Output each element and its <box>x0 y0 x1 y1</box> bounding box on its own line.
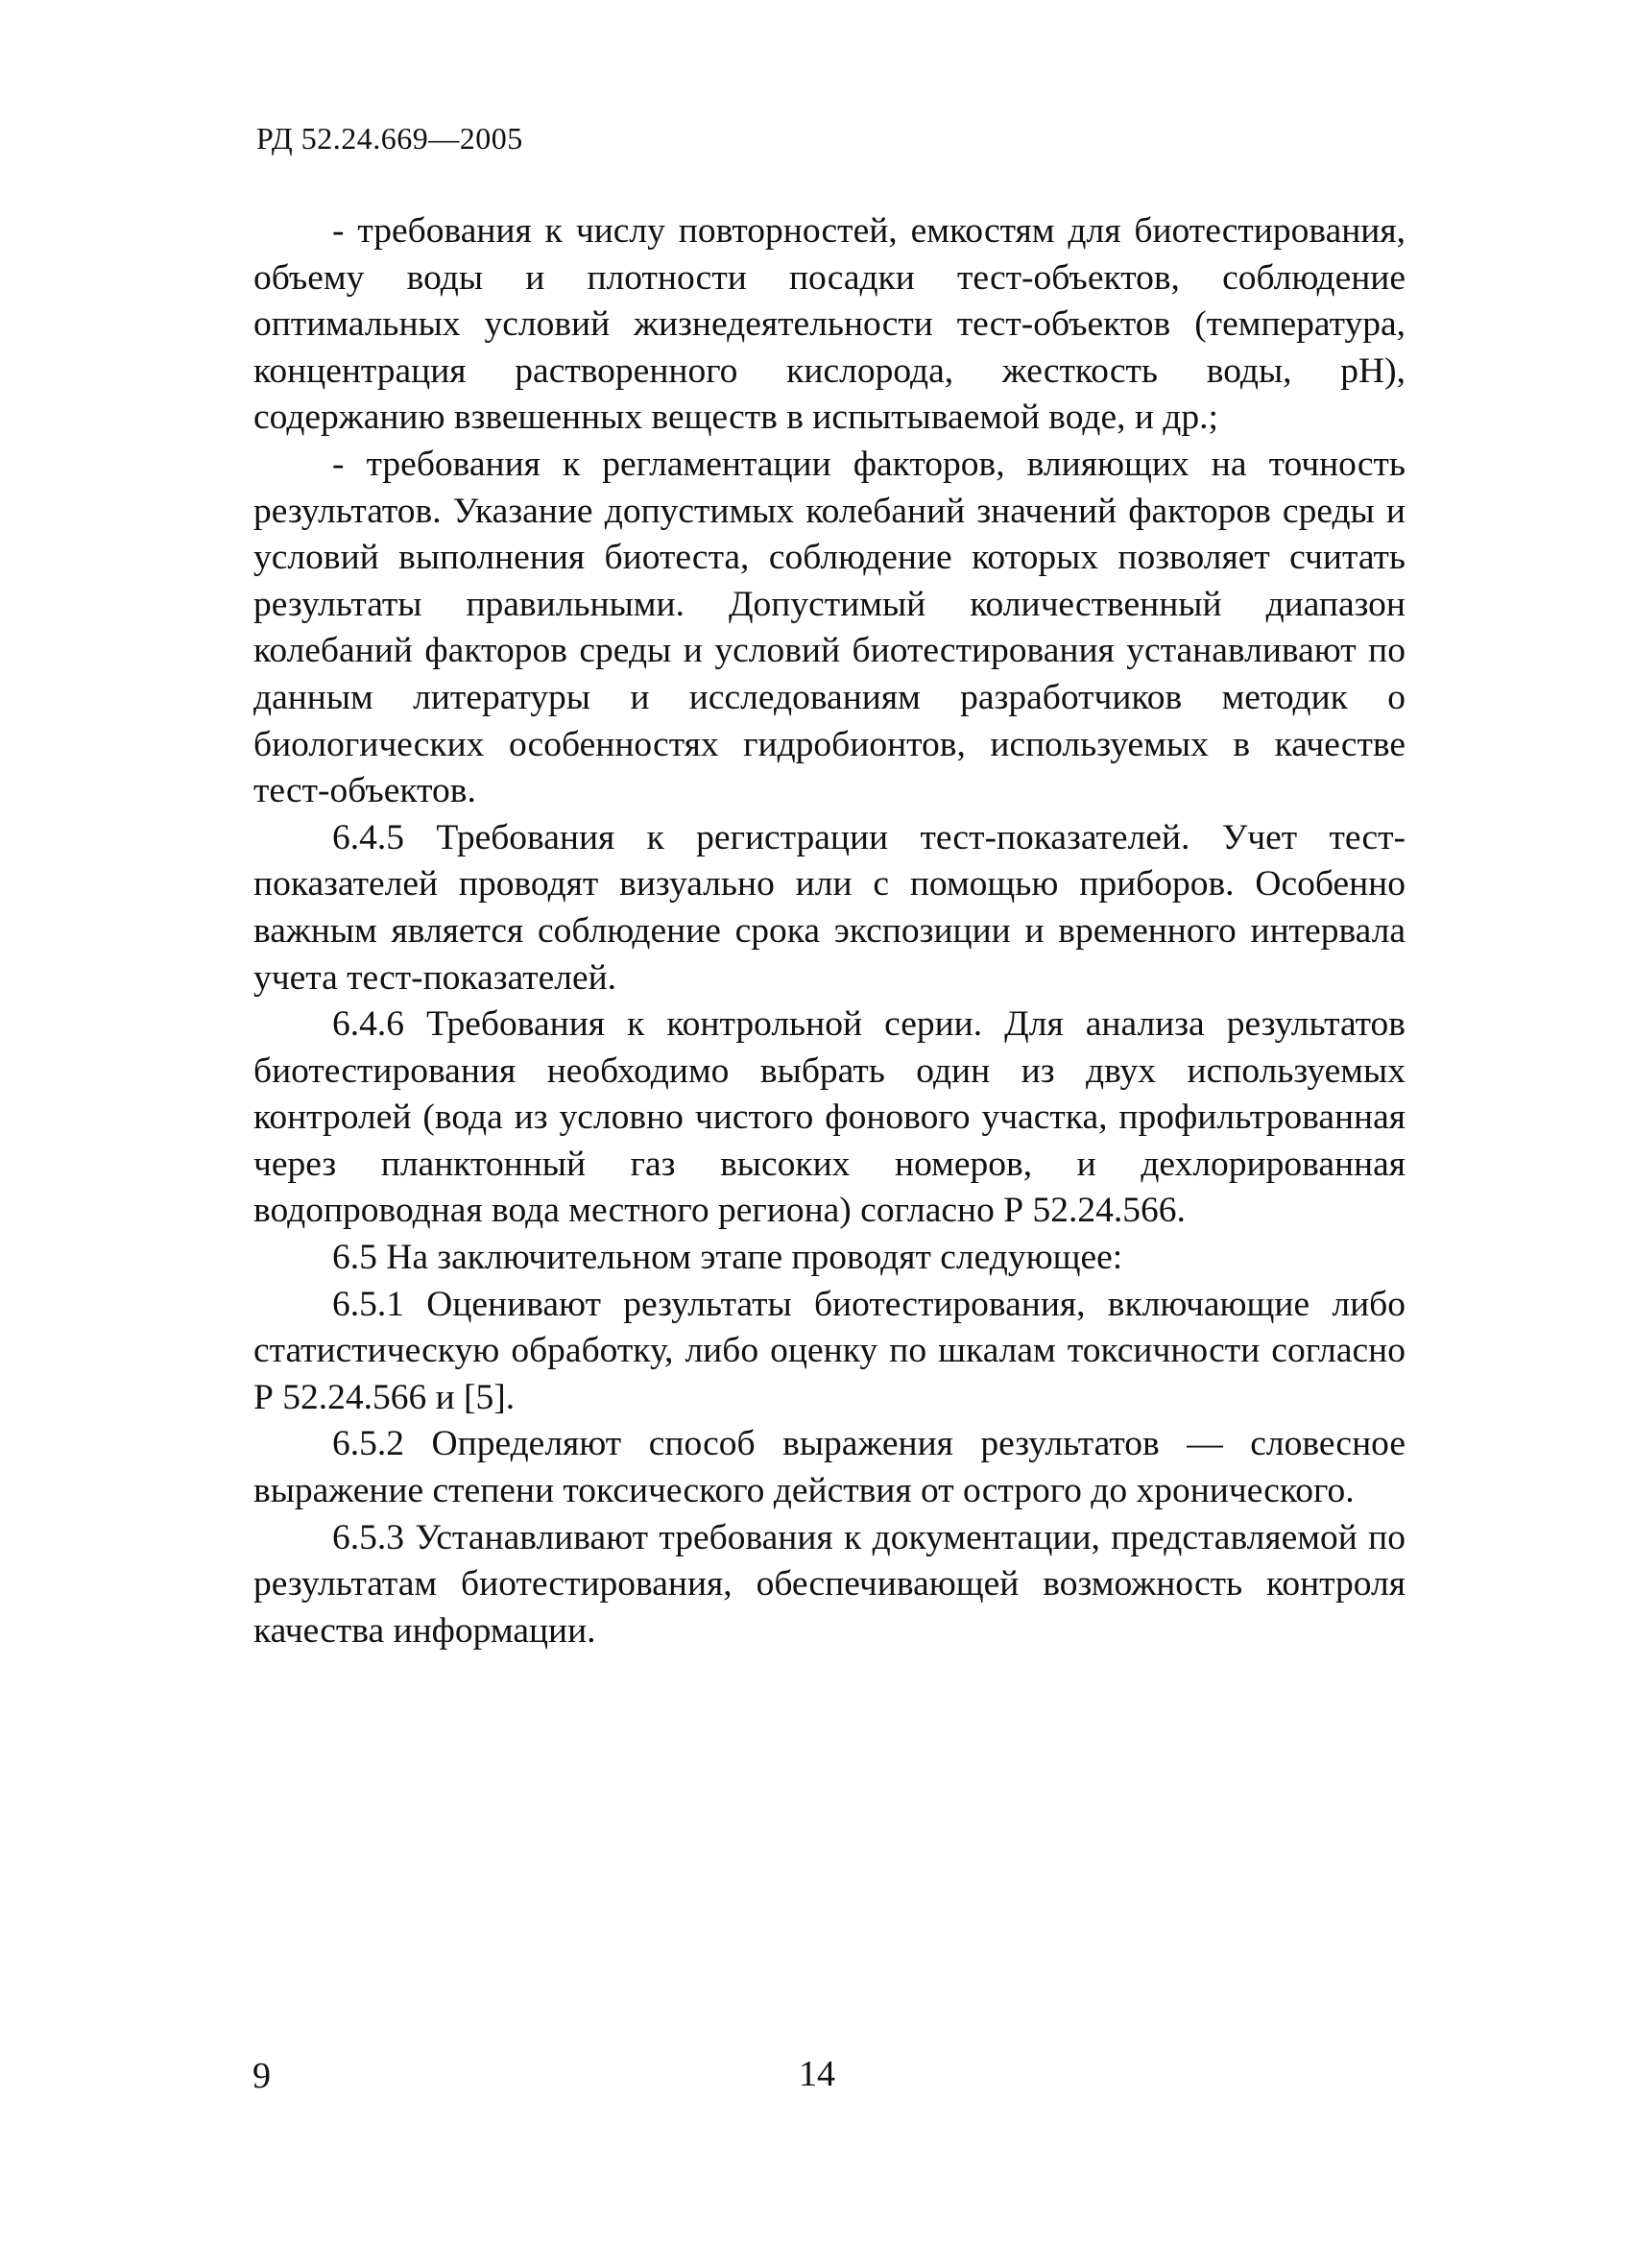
paragraph-6-5-2: 6.5.2 Определяют способ выражения результатов — словесное выражение степени токсического действия от острого до хронического. <box>253 1424 1406 1511</box>
page-number-center: 14 <box>799 2054 835 2094</box>
paragraph-6-4-6: 6.4.6 Требования к контрольной серии. Для анализа результатов биотестирования необходимо выбрать один из двух используемых контролей (вода из условно чистого фонового участка, профильтрованная через планктонный газ высоких номеров, и дехлорированная водопроводная вода местного региона) согласно Р 52.24.566. <box>253 1004 1406 1231</box>
document-code: РД 52.24.669—2005 <box>256 121 523 156</box>
page-number-left: 9 <box>252 2056 271 2096</box>
paragraph-requirements-repetitions: - требования к числу повторностей, емкостям для биотестирования, объему воды и плотности посадки тест-объектов, соблюдение оптимальных условий жизнедеятельности тест-объектов (температура, концентрация растворенного кислорода, жесткость воды, pH), содержанию взвешенных веществ в испытываемой воде, и др.; <box>253 211 1406 438</box>
paragraph-6-5-3: 6.5.3 Устанавливают требования к документации, представляемой по результатам биотестирования, обеспечивающей возможность контроля качества информации. <box>253 1517 1406 1651</box>
paragraph-6-4-5: 6.4.5 Требования к регистрации тест-показателей. Учет тест-показателей проводят визуально или с помощью приборов. Особенно важным является соблюдение срока экспозиции и временного интервала учета тест-показателей. <box>253 817 1406 998</box>
paragraph-6-5: 6.5 На заключительном этапе проводят следующее: <box>332 1238 1123 1278</box>
paragraph-requirements-factors: - требования к регламентации факторов, влияющих на точность результатов. Указание допустимых колебаний значений факторов среды и условий выполнения биотеста, соблюдение которых позволяет считать результаты правильными. Допустимый количественный диапазон колебаний факторов среды и условий биотестирования устанавливают по данным литературы и исследованиям разработчиков методик о биологических особенностях гидробионтов, используемых в качестве тест-объектов. <box>253 444 1406 811</box>
document-body <box>253 208 1406 1654</box>
paragraph-6-5-1: 6.5.1 Оценивают результаты биотестирования, включающие либо статистическую обработку, либо оценку по шкалам токсичности согласно Р 52.24.566 и [5]. <box>253 1284 1406 1417</box>
